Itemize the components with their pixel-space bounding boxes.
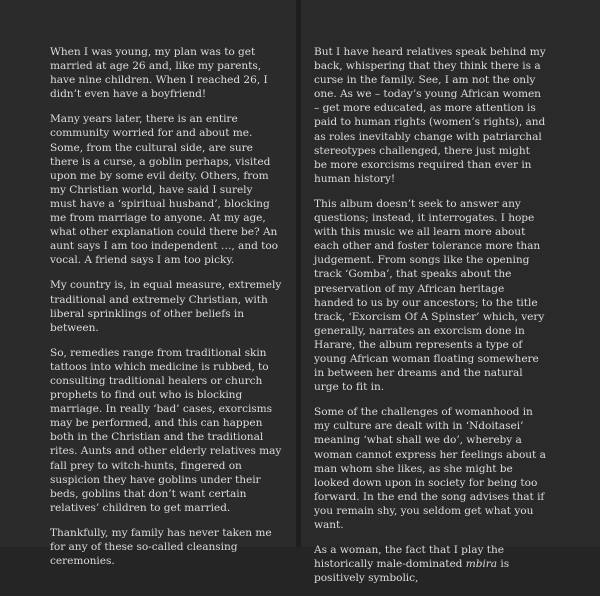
right-text-column bbox=[314, 45, 546, 596]
paragraph-family-thankfully: Thankfully, my family has never taken me for any of these so-called cleansing ceremonies. bbox=[50, 526, 272, 568]
left-text-column bbox=[50, 45, 282, 579]
paragraph-womanhood-challenges: Some of the challenges of womanhood in my culture are dealt with in ‘Ndoitasei’ meaning ‘what shall we do’, whereby a woman cannot express her feelings about a man whom she likes, as she might be looked down upon in society for being too forward. In the end the song advises that if you remain shy, you seldom get what you want. bbox=[314, 406, 546, 531]
paragraph-mbira-text-start: As a woman, the fact that I play the historically male-dominated bbox=[314, 544, 504, 571]
paragraph-community-worried: Many years later, there is an entire community worried for and about me. Some, from the cultural side, are sure there is a curse, a goblin perhaps, visited upon me by some evil deity. Others, from my Christian world, have said I surely must have a ‘spiritual husband’, blocking me from marriage to anyone. At my age, what other explanation could there be? An aunt says I am too independent …, and too vocal. A friend says I am too picky. bbox=[50, 113, 279, 267]
mbira-italic-word: mbira bbox=[465, 558, 498, 571]
paragraph-album-interrogates: This album doesn’t seek to answer any questions; instead, it interrogates. I hope with this music we all learn more about each other and foster tolerance more than judgement. From songs like the opening track ‘Gomba’, that speaks about the preservation of my African heritage handed to us by our ancestors; to the title track, ‘Exorcism Of A Spinster’ which, very generally, narrates an exorcism done in Harare, the album represents a type of young African woman floating somewhere in between her dreams and the natural urge to fit in. bbox=[314, 197, 545, 394]
paragraph-remedies: So, remedies range from traditional skin tattoos into which medicine is rubbed, to consulting traditional healers or church prophets to find out who is blocking marriage. In really ‘bad’ cases, exorcisms may be performed, and this can happen both in the Christian and the traditional rites. Aunts and other elderly relatives may fall prey to witch-hunts, fingered on suspicion they have goblins under their beds, goblins that don’t want certain relatives’ children to get married. bbox=[50, 346, 282, 514]
paragraph-relatives-curse: But I have heard relatives speak behind my back, whispering that they think there is a curse in the family. See, I am not the only one. As we – today’s young African women – get more educated, as more attention is paid to human rights (women’s rights), and as roles inevitably change with patriarchal stereotypes challenged, there just might be more exorcisms required than ever in human history! bbox=[314, 46, 546, 185]
page-gutter bbox=[296, 0, 301, 547]
paragraph-country-beliefs: My country is, in equal measure, extremely traditional and extremely Christian, with liberal sprinklings of other beliefs in between. bbox=[50, 279, 282, 334]
paragraph-mbira-symbolic bbox=[314, 543, 546, 585]
paragraph-young-plan: When I was young, my plan was to get married at age 26 and, like my parents, have nine children. When I reached 26, I didn’t even have a boyfriend! bbox=[50, 46, 268, 101]
paragraph-mbira-text-end: is positively symbolic, bbox=[314, 558, 510, 585]
